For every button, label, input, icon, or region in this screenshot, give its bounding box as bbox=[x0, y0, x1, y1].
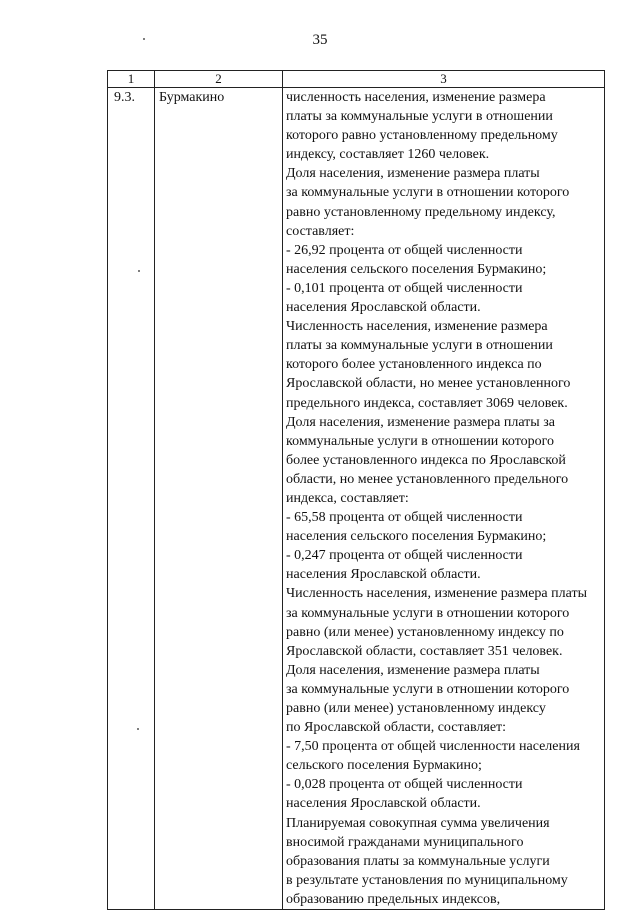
description-line: образования платы за коммунальные услуги bbox=[286, 853, 550, 869]
description-line: коммунальные услуги в отношении которого bbox=[286, 433, 555, 449]
description-line: равно установленному предельному индексу, bbox=[286, 204, 556, 220]
column-header-3: 3 bbox=[283, 71, 605, 88]
description-line: населения Ярославской области. bbox=[286, 300, 481, 316]
description-line: населения Ярославской области. bbox=[286, 567, 481, 583]
description-line: сельского поселения Бурмакино; bbox=[286, 758, 482, 774]
description-line: области, но менее установленного предельного bbox=[286, 471, 569, 487]
settlement-name: Бурмакино bbox=[155, 88, 283, 910]
description-line: предельного индекса, составляет 3069 человек. bbox=[286, 395, 568, 411]
description-line: населения сельского поселения Бурмакино; bbox=[286, 261, 547, 277]
page-number: 35 bbox=[312, 32, 328, 48]
description-line: Доля населения, изменение размера платы bbox=[286, 166, 540, 182]
description-line: более установленного индекса по Ярославской bbox=[286, 452, 566, 468]
description-line: населения Ярославской области. bbox=[286, 796, 481, 812]
description-line: Ярославской области, составляет 351 человек. bbox=[286, 643, 563, 659]
description-line: индексу, составляет 1260 человек. bbox=[286, 147, 490, 163]
description-line: - 26,92 процента от общей численности bbox=[286, 242, 523, 258]
description-cell bbox=[283, 88, 605, 910]
description-line: населения сельского поселения Бурмакино; bbox=[286, 529, 547, 545]
row-number: 9.3. bbox=[108, 88, 155, 910]
description-lines bbox=[286, 88, 600, 909]
column-header-2: 2 bbox=[155, 71, 283, 88]
description-line: численность населения, изменение размера bbox=[286, 90, 546, 105]
description-line: которого более установленного индекса по bbox=[286, 357, 542, 373]
description-line: Численность населения, изменение размера платы bbox=[286, 586, 587, 602]
description-line: - 65,58 процента от общей численности bbox=[286, 510, 523, 526]
description-line: платы за коммунальные услуги в отношении bbox=[286, 109, 553, 125]
description-line: равно (или менее) установленному индексу bbox=[286, 701, 546, 716]
description-line: по Ярославской области, составляет: bbox=[286, 720, 507, 736]
description-line: индекса, составляет: bbox=[286, 490, 409, 506]
description-line: образованию предельных индексов, bbox=[286, 891, 501, 907]
description-line: Численность населения, изменение размера bbox=[286, 319, 548, 335]
table-row bbox=[108, 88, 605, 910]
description-line: за коммунальные услуги в отношении которого bbox=[286, 605, 570, 621]
description-line: Доля населения, изменение размера платы за bbox=[286, 414, 555, 430]
description-line: - 0,101 процента от общей численности bbox=[286, 280, 523, 296]
scan-speck bbox=[143, 38, 145, 40]
document-table bbox=[107, 70, 605, 910]
description-line: составляет: bbox=[286, 223, 355, 239]
description-line: которого равно установленному предельному bbox=[286, 128, 558, 144]
description-line: за коммунальные услуги в отношении которого bbox=[286, 185, 570, 201]
description-line: в результате установления по муниципальному bbox=[286, 872, 568, 888]
description-line: Ярославской области, но менее установленного bbox=[286, 376, 571, 392]
description-line: - 7,50 процента от общей численности населения bbox=[286, 739, 580, 755]
description-line: вносимой гражданами муниципального bbox=[286, 834, 524, 850]
description-line: - 0,247 процента от общей численности bbox=[286, 548, 523, 564]
description-line: платы за коммунальные услуги в отношении bbox=[286, 338, 553, 354]
column-header-1: 1 bbox=[108, 71, 155, 88]
description-line: - 0,028 процента от общей численности bbox=[286, 777, 523, 793]
description-line: Планируемая совокупная сумма увеличения bbox=[286, 815, 550, 831]
description-line: Доля населения, изменение размера платы bbox=[286, 662, 540, 678]
description-line: за коммунальные услуги в отношении которого bbox=[286, 681, 570, 697]
description-line: равно (или менее) установленному индексу по bbox=[286, 624, 564, 640]
header-row bbox=[108, 71, 605, 88]
